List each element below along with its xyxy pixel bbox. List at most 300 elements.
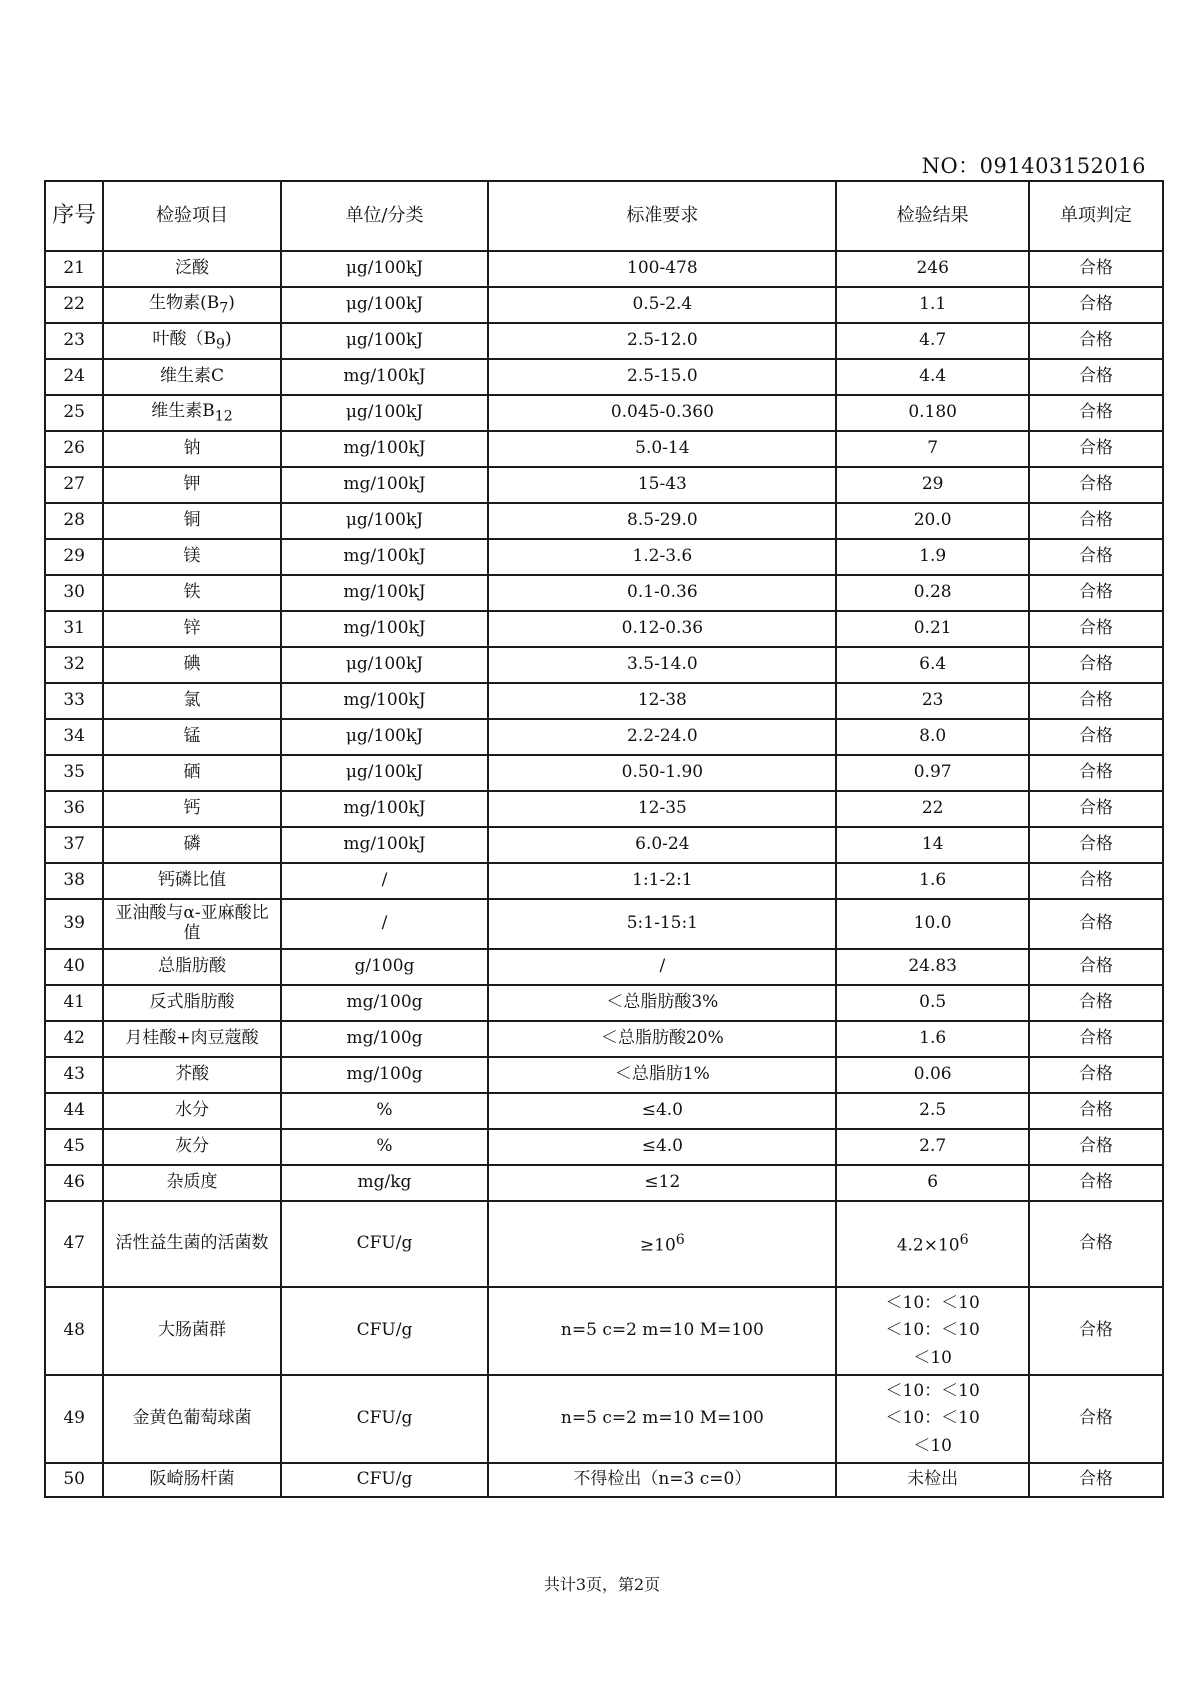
verdict-text: 合格 [1078,1469,1113,1490]
cell-standard [488,251,836,287]
cell-item [103,1165,280,1201]
result-text: 6 [927,1172,939,1193]
verdict-text: 合格 [1078,402,1113,423]
header-unit: 单位/分类 [281,181,489,251]
result-text: 未检出 [907,1469,959,1490]
cell-standard [488,611,836,647]
table-row [45,611,1163,647]
cell-item [103,431,280,467]
cell-unit [281,985,489,1021]
verdict-text: 合格 [1078,366,1113,387]
item-text: 活性益生菌的活菌数 [115,1233,269,1254]
seq-text: 24 [63,366,85,387]
item-text: 大肠菌群 [158,1320,227,1341]
cell-item [103,323,280,359]
cell-item [103,1463,280,1497]
standard-text: 6.0-24 [635,834,690,855]
seq-text: 47 [63,1233,85,1254]
verdict-text: 合格 [1078,618,1113,639]
verdict-text: 合格 [1078,992,1113,1013]
seq-text: 29 [63,546,85,567]
cell-seq [45,899,103,949]
seq-text: 32 [63,654,85,675]
unit-text: CFU/g [356,1469,413,1490]
standard-superscript: 6 [675,1231,685,1248]
cell-item [103,647,280,683]
standard-text: 0.12-0.36 [621,618,704,639]
cell-result [836,611,1028,647]
table-row [45,791,1163,827]
cell-standard [488,1129,836,1165]
cell-standard [488,985,836,1021]
verdict-text: 合格 [1078,582,1113,603]
cell-verdict [1029,647,1163,683]
standard-text: ≤4.0 [641,1136,683,1157]
cell-seq [45,539,103,575]
cell-item [103,395,280,431]
standard-text: 0.1-0.36 [627,582,698,603]
verdict-text: 合格 [1078,330,1113,351]
cell-verdict [1029,755,1163,791]
result-text: 2.7 [919,1136,947,1157]
cell-result [836,359,1028,395]
table-row [45,323,1163,359]
standard-text: 5.0-14 [635,438,690,459]
cell-verdict [1029,503,1163,539]
table-row [45,719,1163,755]
cell-standard [488,827,836,863]
cell-standard [488,1165,836,1201]
table-row [45,287,1163,323]
cell-result [836,683,1028,719]
result-text: 0.21 [913,618,952,639]
result-text: 24.83 [908,956,957,977]
cell-result [836,503,1028,539]
verdict-text: 合格 [1078,294,1113,315]
cell-standard [488,719,836,755]
cell-item [103,683,280,719]
table-row [45,985,1163,1021]
cell-seq [45,1201,103,1287]
cell-unit [281,1165,489,1201]
cell-item [103,755,280,791]
result-text: 0.28 [913,582,952,603]
item-text: 反式脂肪酸 [149,992,235,1013]
result-text: 1.6 [919,1028,947,1049]
verdict-text: 合格 [1078,546,1113,567]
cell-result [836,395,1028,431]
cell-verdict [1029,539,1163,575]
item-text: 锰 [183,726,201,747]
verdict-text: 合格 [1078,1172,1113,1193]
cell-result [836,899,1028,949]
cell-verdict [1029,1287,1163,1375]
item-text: 灰分 [175,1136,210,1157]
item-text: 杂质度 [166,1172,218,1193]
unit-text: CFU/g [356,1408,413,1429]
cell-item [103,899,280,949]
table-row [45,359,1163,395]
cell-seq [45,863,103,899]
cell-standard [488,1057,836,1093]
table-row [45,395,1163,431]
result-text: 0.06 [913,1064,952,1085]
standard-text: / [659,956,666,977]
unit-text: CFU/g [356,1320,413,1341]
seq-text: 50 [63,1469,85,1490]
table-row [45,575,1163,611]
cell-unit [281,1129,489,1165]
unit-text: mg/100kJ [343,798,426,819]
result-text: 2.5 [919,1100,947,1121]
result-text: 22 [921,798,944,819]
cell-verdict [1029,863,1163,899]
cell-unit [281,647,489,683]
cell-verdict [1029,1165,1163,1201]
standard-text: ≥10 [639,1235,676,1256]
standard-text: 2.2-24.0 [627,726,698,747]
cell-unit [281,1201,489,1287]
table-row [45,1093,1163,1129]
header-verdict: 单项判定 [1029,181,1163,251]
cell-result [836,1093,1028,1129]
item-text: 钾 [183,474,201,495]
cell-seq [45,647,103,683]
seq-text: 26 [63,438,85,459]
table-row [45,1129,1163,1165]
result-text: 4.7 [919,330,947,351]
cell-standard [488,1287,836,1375]
cell-result [836,1021,1028,1057]
standard-text: 8.5-29.0 [627,510,698,531]
table-row [45,1057,1163,1093]
cell-seq [45,251,103,287]
standard-text: 2.5-12.0 [627,330,698,351]
verdict-text: 合格 [1078,1233,1113,1254]
cell-standard [488,359,836,395]
cell-unit [281,395,489,431]
cell-seq [45,1093,103,1129]
cell-result [836,647,1028,683]
verdict-text: 合格 [1078,1408,1113,1429]
cell-standard [488,1463,836,1497]
verdict-text: 合格 [1078,870,1113,891]
seq-text: 42 [63,1028,85,1049]
inspection-table [44,180,1164,1498]
standard-text: 15-43 [637,474,687,495]
seq-text: 27 [63,474,85,495]
cell-standard [488,1375,836,1463]
table-row [45,755,1163,791]
unit-text: g/100g [354,956,415,977]
unit-text: μg/100kJ [345,762,424,783]
cell-result [836,575,1028,611]
seq-text: 33 [63,690,85,711]
seq-text: 48 [63,1320,85,1341]
cell-item [103,1287,280,1375]
seq-text: 30 [63,582,85,603]
cell-verdict [1029,1057,1163,1093]
cell-item [103,575,280,611]
item-text: 芥酸 [175,1064,210,1085]
cell-unit [281,791,489,827]
cell-seq [45,1021,103,1057]
cell-item [103,1057,280,1093]
cell-seq [45,1463,103,1497]
cell-standard [488,503,836,539]
result-text: 1.1 [919,294,947,315]
cell-unit [281,287,489,323]
cell-verdict [1029,1463,1163,1497]
seq-text: 35 [63,762,85,783]
unit-text: % [376,1100,393,1121]
unit-text: mg/100kJ [343,834,426,855]
cell-result [836,827,1028,863]
item-subscript: 7 [219,300,229,317]
verdict-text: 合格 [1078,798,1113,819]
cell-seq [45,575,103,611]
cell-verdict [1029,1129,1163,1165]
table-row [45,503,1163,539]
cell-seq [45,467,103,503]
cell-seq [45,431,103,467]
item-text: 铜 [183,510,201,531]
cell-result [836,251,1028,287]
cell-unit [281,611,489,647]
cell-item [103,539,280,575]
verdict-text: 合格 [1078,654,1113,675]
cell-standard [488,755,836,791]
item-text: 磷 [183,834,201,855]
cell-verdict [1029,1093,1163,1129]
cell-result [836,1375,1028,1463]
cell-standard [488,539,836,575]
item-text: 生物素 [149,292,201,313]
cell-seq [45,1057,103,1093]
cell-item [103,611,280,647]
unit-text: μg/100kJ [345,330,424,351]
unit-text: μg/100kJ [345,294,424,315]
cell-result [836,323,1028,359]
unit-text: μg/100kJ [345,258,424,279]
cell-standard [488,395,836,431]
unit-text: mg/100g [346,1064,423,1085]
cell-seq [45,287,103,323]
cell-item [103,1201,280,1287]
standard-text: 100-478 [627,258,698,279]
result-text: 23 [921,690,944,711]
result-text: 14 [921,834,944,855]
seq-text: 38 [63,870,85,891]
cell-unit [281,467,489,503]
cell-item [103,1021,280,1057]
standard-text: ≤12 [644,1172,681,1193]
verdict-text: 合格 [1078,834,1113,855]
unit-text: mg/100kJ [343,438,426,459]
cell-item [103,467,280,503]
table-row [45,647,1163,683]
cell-verdict [1029,791,1163,827]
verdict-text: 合格 [1078,438,1113,459]
cell-verdict [1029,323,1163,359]
page-footer: 共计3页，第2页 [543,1575,661,1594]
seq-text: 21 [63,258,85,279]
standard-text: 12-38 [637,690,687,711]
table-row [45,251,1163,287]
cell-seq [45,949,103,985]
standard-text: 1:1-2:1 [632,870,693,891]
result-text: 4.4 [919,366,947,387]
verdict-text: 合格 [1078,258,1113,279]
result-text: 29 [921,474,944,495]
table-row [45,539,1163,575]
item-text: 金黄色葡萄球菌 [132,1408,252,1429]
cell-item [103,503,280,539]
seq-text: 39 [63,913,85,934]
result-line: ＜10 [913,1347,952,1368]
cell-seq [45,755,103,791]
seq-text: 44 [63,1100,85,1121]
cell-verdict [1029,359,1163,395]
cell-item [103,1093,280,1129]
item-text: 钙 [183,798,201,819]
table-header-row [45,181,1163,251]
cell-item [103,359,280,395]
result-text: 0.180 [908,402,957,423]
cell-unit [281,251,489,287]
cell-verdict [1029,611,1163,647]
item-text: 氯 [183,690,201,711]
header-result: 检验结果 [836,181,1028,251]
standard-text: ≤4.0 [641,1100,683,1121]
cell-verdict [1029,827,1163,863]
cell-unit [281,323,489,359]
unit-text: % [376,1136,393,1157]
cell-item [103,827,280,863]
cell-seq [45,611,103,647]
cell-unit [281,683,489,719]
cell-standard [488,791,836,827]
verdict-text: 合格 [1078,510,1113,531]
cell-unit [281,575,489,611]
cell-seq [45,1129,103,1165]
seq-text: 43 [63,1064,85,1085]
table-body [45,251,1163,1497]
standard-text: n=5 c=2 m=10 M=100 [560,1320,764,1341]
cell-result [836,1201,1028,1287]
item-text: 维生素B [151,400,215,421]
standard-text: ＜总脂肪酸3% [606,992,719,1013]
result-line: ＜10：＜10 [885,1381,980,1402]
cell-verdict [1029,431,1163,467]
cell-verdict [1029,1021,1163,1057]
header-item: 检验项目 [103,181,280,251]
item-text: 叶酸（B [152,328,216,349]
report-number: NO：091403152016 [921,154,1146,178]
cell-item [103,985,280,1021]
item-subscript: 12 [214,408,233,425]
cell-result [836,863,1028,899]
cell-standard [488,863,836,899]
unit-text: mg/100kJ [343,366,426,387]
cell-standard [488,949,836,985]
table-row [45,1287,1163,1375]
cell-seq [45,985,103,1021]
cell-result [836,431,1028,467]
cell-unit [281,719,489,755]
result-text: 1.9 [919,546,947,567]
seq-text: 41 [63,992,85,1013]
unit-text: mg/100kJ [343,474,426,495]
result-text: 0.97 [913,762,952,783]
cell-result [836,719,1028,755]
cell-unit [281,1287,489,1375]
item-text: 维生素C [160,366,225,387]
cell-seq [45,719,103,755]
cell-verdict [1029,467,1163,503]
unit-text: mg/100kJ [343,582,426,603]
cell-unit [281,539,489,575]
result-text: 10.0 [913,913,952,934]
cell-verdict [1029,949,1163,985]
table-row [45,467,1163,503]
cell-unit [281,949,489,985]
result-text: 0.5 [919,992,947,1013]
cell-item [103,719,280,755]
result-line: ＜10：＜10 [885,1293,980,1314]
unit-text: mg/100kJ [343,690,426,711]
cell-unit [281,1463,489,1497]
verdict-text: 合格 [1078,690,1113,711]
table-row [45,431,1163,467]
unit-text: μg/100kJ [345,510,424,531]
cell-item [103,791,280,827]
cell-item [103,949,280,985]
cell-result [836,985,1028,1021]
table-row [45,1463,1163,1497]
cell-unit [281,827,489,863]
verdict-text: 合格 [1078,913,1113,934]
cell-unit [281,755,489,791]
result-line: ＜10 [913,1435,952,1456]
unit-text: μg/100kJ [345,654,424,675]
table-row [45,683,1163,719]
item-text: 铁 [183,582,201,603]
table-row [45,1375,1163,1463]
cell-unit [281,1021,489,1057]
item-text: 锌 [183,618,201,639]
cell-unit [281,1057,489,1093]
verdict-text: 合格 [1078,1100,1113,1121]
result-text: 1.6 [919,870,947,891]
table-row [45,1021,1163,1057]
cell-verdict [1029,395,1163,431]
cell-seq [45,827,103,863]
verdict-text: 合格 [1078,1064,1113,1085]
cell-standard [488,575,836,611]
cell-seq [45,1375,103,1463]
verdict-text: 合格 [1078,762,1113,783]
item-text: 水分 [175,1100,210,1121]
seq-text: 25 [63,402,85,423]
cell-seq [45,1287,103,1375]
seq-text: 40 [63,956,85,977]
cell-standard [488,287,836,323]
cell-unit [281,1375,489,1463]
seq-text: 28 [63,510,85,531]
cell-verdict [1029,985,1163,1021]
cell-result [836,1057,1028,1093]
